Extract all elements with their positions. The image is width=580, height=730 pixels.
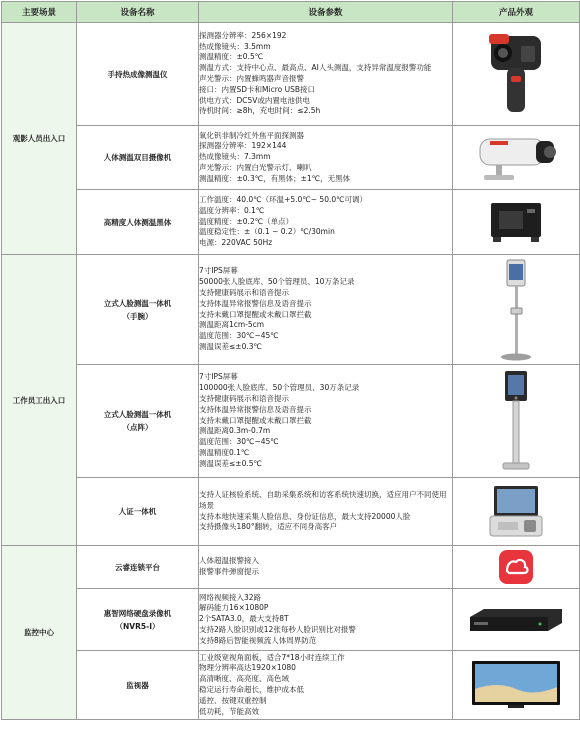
param-line: 电源：220VAC 50Hz: [199, 238, 273, 248]
device-name-line: 惠智网络硬盘录像机: [103, 608, 172, 618]
device-name-line: （NVR5-I）: [115, 621, 160, 631]
product-image-cell: [453, 589, 580, 651]
device-name: [77, 23, 199, 126]
param-line: 测温精度：±0.5℃: [199, 52, 264, 62]
param-line: 测温误差≤±0.5℃: [199, 458, 262, 468]
param-line: 待机时间：≥8h，充电时间：≤2.5h: [199, 106, 321, 116]
param-line: 氧化钒非制冷红外焦平面探测器: [199, 130, 304, 140]
param-line: 支持体温异常报警信息及语音提示: [199, 298, 312, 308]
param-line: 支持8路后智能视频流人体周界防范: [199, 635, 317, 645]
handheld-thermal-camera-icon: [481, 32, 551, 117]
device-name-line: 立式人脸测温一体机: [103, 298, 172, 308]
param-line: 遥控、按键双重控制: [199, 695, 267, 705]
device-name: [77, 365, 199, 478]
param-line: 高清晰度、高亮度、高色域: [199, 674, 289, 684]
device-params: [199, 23, 453, 126]
param-line: 50000张人脸底库、50个管理员、10万条记录: [199, 277, 355, 287]
device-name: [77, 190, 199, 255]
device-name-line: 手持热成像测温仪: [107, 69, 168, 79]
device-params: [199, 365, 453, 478]
device-name-line: 云睿连锁平台: [115, 562, 160, 572]
device-params: [199, 190, 453, 255]
param-line: 7寸IPS屏幕: [199, 266, 238, 276]
param-line: 测温距离0.3m-0.7m: [199, 426, 271, 436]
param-line: 支持未戴口罩提醒或未戴口罩拦截: [199, 309, 312, 319]
nvr-recorder-icon: [466, 603, 566, 637]
param-line: 支持健康码展示和语音提示: [199, 394, 289, 403]
device-params: [199, 589, 453, 651]
wrist-temp-terminal-icon: [493, 258, 539, 362]
device-name: [77, 589, 199, 651]
table-row: [2, 255, 580, 365]
table-row: [2, 589, 580, 651]
table-row: [2, 365, 580, 478]
param-line: 温度稳定性：±（0.1 ~ 0.2）℃/30min: [199, 227, 335, 237]
param-line: 支持2路人脸识别或12张每秒人脸识别比对报警: [199, 624, 356, 634]
device-params: [199, 651, 453, 720]
blackbody-device-icon: [485, 199, 547, 245]
param-line: 7寸IPS屏幕: [199, 372, 238, 382]
param-line: 支持本地快速采集人脸信息、身份证信息，最大支持20000人脸: [199, 511, 411, 521]
table-row: [2, 190, 580, 255]
param-line: 探测器分辨率：192×144: [199, 141, 287, 151]
product-image-cell: [453, 546, 580, 589]
header-appearance: 产品外观: [453, 2, 580, 23]
device-name-line: （手腕）: [122, 311, 153, 321]
device-params: [199, 478, 453, 546]
param-line: 温度分辨率：0.1℃: [199, 205, 265, 215]
param-line: 探测器分辨率：256×192: [199, 30, 287, 40]
param-line: 支持人证核验系统、自助采集系统和访客系统快速切换，适应用户不同使用场景: [199, 489, 447, 510]
param-line: 测温误差≤±0.3℃: [199, 341, 262, 351]
param-line: 温度范围：30℃~45℃: [199, 437, 279, 447]
id-verification-terminal-icon: [480, 482, 552, 542]
table-row: [2, 478, 580, 546]
device-name-line: 监视器: [126, 680, 149, 690]
param-line: 声光警示：内置蜂鸣器声音报警: [199, 74, 304, 83]
cloud-app-icon: [498, 549, 534, 585]
table-header-row: [2, 2, 580, 23]
scene-staff-entrance: 工作员工出入口: [2, 255, 77, 546]
param-line: 测温精度0.1℃: [199, 447, 250, 457]
table-row: [2, 546, 580, 589]
product-image-cell: [453, 126, 580, 190]
param-line: 供电方式：DC5V或内置电池供电: [199, 95, 310, 105]
device-params: [199, 546, 453, 589]
param-line: 支持体温异常报警信息及语音提示: [199, 404, 312, 414]
param-line: 人体超温报警接入: [199, 556, 259, 566]
device-spec-table: [1, 1, 580, 720]
param-line: 支持未戴口罩提醒或未戴口罩拦截: [199, 415, 312, 425]
param-line: 报警事件弹窗提示: [199, 567, 259, 576]
param-line: 低功耗，节能高效: [199, 706, 259, 716]
header-params: 设备参数: [199, 2, 453, 23]
param-line: 接口：内置SD卡和Micro USB接口: [199, 84, 316, 94]
param-line: 100000张人脸底库、50个管理员、30万条记录: [199, 383, 360, 393]
bullet-camera-icon: [470, 133, 562, 183]
monitor-display-icon: [468, 659, 564, 711]
param-line: 温度精度：±0.2℃（单点）: [199, 216, 294, 226]
table-row: [2, 651, 580, 720]
param-line: 网络视频接入32路: [199, 592, 262, 602]
device-name-line: 人体测温双目摄像机: [103, 153, 172, 162]
param-line: 声光警示：内置白光警示灯、喇叭: [199, 162, 312, 172]
face-temp-terminal-icon: [493, 369, 539, 473]
scene-visitor-entrance: 观影人员出入口: [2, 23, 77, 255]
device-params: [199, 255, 453, 365]
param-line: 工作温度：40.0℃（环温+5.0℃~ 50.0℃可调）: [199, 195, 368, 204]
param-line: 稳定运行寿命超长，维护成本低: [199, 685, 304, 694]
product-image-cell: [453, 651, 580, 720]
header-scene: 主要场景: [2, 2, 77, 23]
header-device-name: 设备名称: [77, 2, 199, 23]
param-line: 支持摄像头180°翻转，适应不同身高客户: [199, 522, 338, 532]
param-line: 测温距离1cm-5cm: [199, 320, 265, 330]
device-name: [77, 126, 199, 190]
param-line: 测温方式：支持中心点、最高点、AI人头测温，支持异常温度报警功能: [199, 63, 432, 73]
product-image-cell: [453, 190, 580, 255]
param-line: 热成像镜头：7.3mm: [199, 152, 271, 162]
device-name-line: 立式人脸测温一体机: [103, 410, 172, 419]
param-line: 物理分辨率高达1920×1080: [199, 663, 296, 673]
scene-monitoring-center: 监控中心: [2, 546, 77, 720]
param-line: 热成像镜头：3.5mm: [199, 41, 271, 51]
table-row: [2, 23, 580, 126]
device-name-line: （点阵）: [122, 423, 153, 432]
device-params: [199, 126, 453, 190]
param-line: 温度范围：30℃~45℃: [199, 331, 279, 341]
product-image-cell: [453, 365, 580, 478]
device-name: [77, 546, 199, 589]
device-name: [77, 651, 199, 720]
product-image-cell: [453, 255, 580, 365]
device-name-line: 高精度人体测温黑体: [103, 217, 172, 227]
param-line: 2个SATA3.0，最大支持8T: [199, 614, 289, 624]
device-name-line: 人证一体机: [118, 507, 157, 516]
param-line: 工业级宽视角面板，适合7*18小时连续工作: [199, 652, 345, 662]
param-line: 解码能力16×1080P: [199, 603, 269, 613]
table-row: [2, 126, 580, 190]
product-image-cell: [453, 23, 580, 126]
device-name: [77, 478, 199, 546]
product-image-cell: [453, 478, 580, 546]
device-name: [77, 255, 199, 365]
param-line: 支持健康码展示和语音提示: [199, 287, 289, 297]
param-line: 测温精度：±0.3℃，有黑体；±1℃，无黑体: [199, 173, 351, 183]
